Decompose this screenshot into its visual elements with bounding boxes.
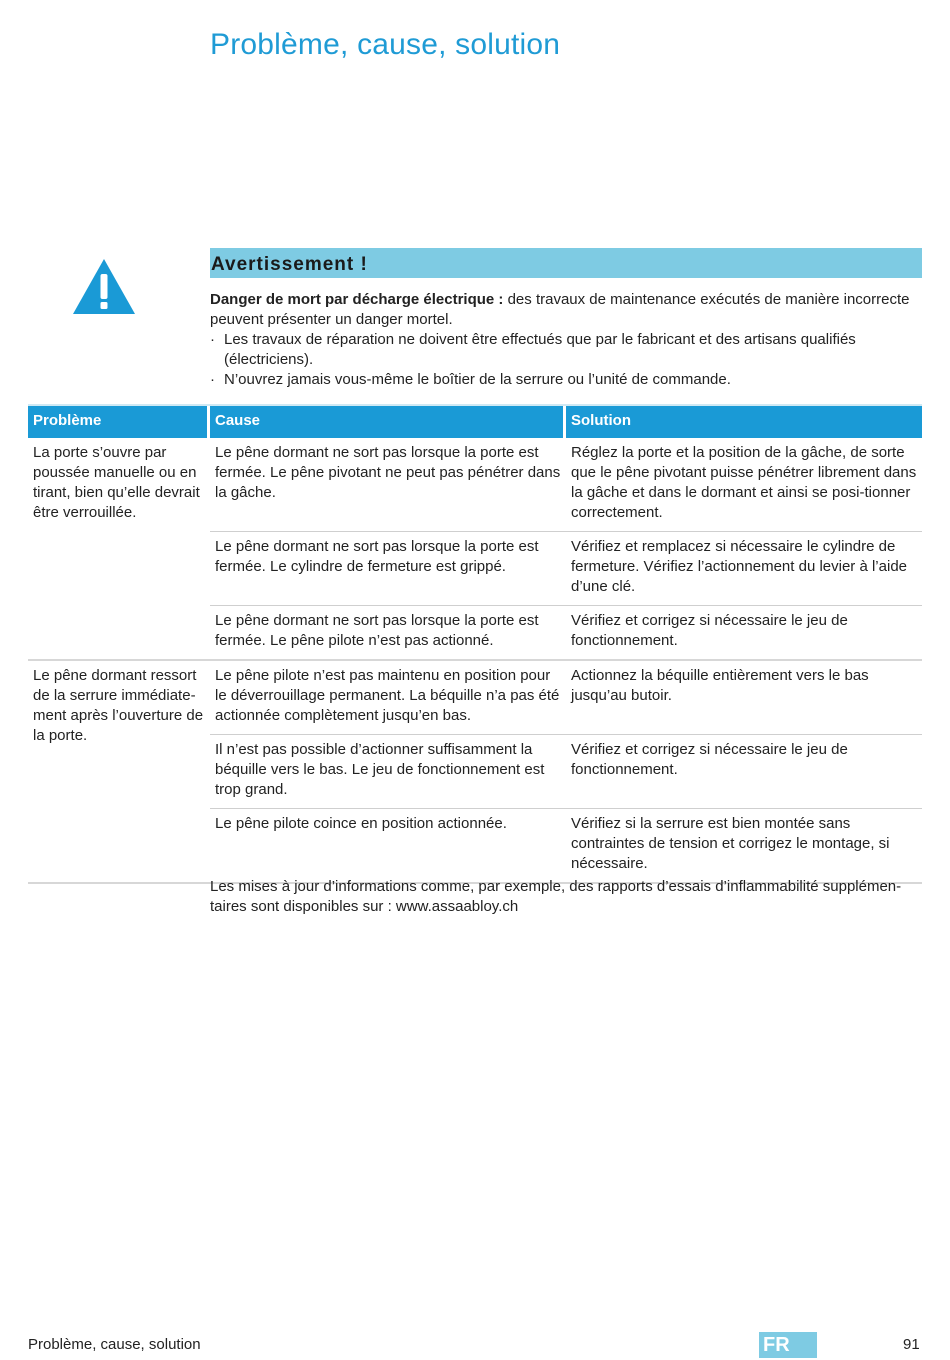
cause-solution-rows xyxy=(210,438,922,659)
warning-text xyxy=(210,290,922,390)
problem-cell: Le pêne dormant ressort de la serrure immédiate-ment après l’ouverture de la porte. xyxy=(33,667,204,744)
solution-cell: Vérifiez si la serrure est bien montée sans contraintes de tension et corrigez le montage, si nécessaire. xyxy=(571,815,890,872)
header-cause: Cause xyxy=(210,406,563,438)
warning-lead xyxy=(210,290,922,330)
table-group xyxy=(28,661,922,884)
header-solution: Solution xyxy=(566,406,922,438)
table-row xyxy=(210,532,922,606)
bullet-dot: · xyxy=(210,371,215,388)
page-number: 91 xyxy=(903,1336,920,1353)
problem-cell: La porte s’ouvre par poussée manuelle ou en tirant, bien qu’elle devrait être verrouillée. xyxy=(33,444,200,521)
table-row xyxy=(210,809,922,882)
footer-section-title: Problème, cause, solution xyxy=(28,1336,201,1353)
language-badge: FR xyxy=(759,1332,817,1358)
cause-cell: Il n’est pas possible d’actionner suffisamment la béquille vers le bas. Le jeu de fonctionnement est trop grand. xyxy=(215,741,545,798)
warning-lead-text: des travaux de maintenance exécutés de manière incorrecte peuvent présenter un danger mortel. xyxy=(210,291,910,328)
header-problem: Problème xyxy=(28,406,207,438)
table-row xyxy=(210,661,922,735)
solution-cell: Actionnez la béquille entièrement vers le bas jusqu’au butoir. xyxy=(571,667,869,704)
info-note: Les mises à jour d’informations comme, par exemple, des rapports d’essais d’inflammabilité supplémen-taires sont disponibles sur : www.assaabloy.ch xyxy=(210,878,902,915)
cause-solution-rows xyxy=(210,661,922,882)
cause-cell: Le pêne pilote n’est pas maintenu en position pour le déverrouillage permanent. La béquille n’a pas été actionnée complètement jusqu’en bas. xyxy=(215,667,560,724)
warning-bullet-text: N’ouvrez jamais vous-même le boîtier de la serrure ou l’unité de commande. xyxy=(224,371,731,388)
warning-lead-bold: Danger de mort par décharge électrique : xyxy=(210,291,504,308)
table-group xyxy=(28,438,922,661)
page-title: Problème, cause, solution xyxy=(210,28,561,61)
table-row xyxy=(210,606,922,659)
warning-heading: Avertissement ! xyxy=(211,254,368,275)
solution-cell: Vérifiez et remplacez si nécessaire le cylindre de fermeture. Vérifiez l’actionnement du levier à l’aide d’une clé. xyxy=(571,538,907,595)
cause-cell: Le pêne pilote coince en position actionnée. xyxy=(215,815,507,832)
warning-triangle-icon xyxy=(72,258,136,316)
solution-cell: Vérifiez et corrigez si nécessaire le jeu de fonctionnement. xyxy=(571,612,848,649)
cause-cell: Le pêne dormant ne sort pas lorsque la porte est fermée. Le pêne pilote n’est pas actionné. xyxy=(215,612,539,649)
solution-cell: Vérifiez et corrigez si nécessaire le jeu de fonctionnement. xyxy=(571,741,848,778)
cause-cell: Le pêne dormant ne sort pas lorsque la porte est fermée. Le pêne pivotant ne peut pas pénétrer dans la gâche. xyxy=(215,444,561,501)
warning-bullet xyxy=(210,330,922,370)
table-row xyxy=(210,735,922,809)
table-header-row xyxy=(28,404,922,438)
warning-bullet-text: Les travaux de réparation ne doivent être effectués que par le fabricant et des artisans qualifiés (électriciens). xyxy=(224,331,856,368)
solution-cell: Réglez la porte et la position de la gâche, de sorte que le pêne pivotant puisse pénétrer librement dans la gâche et dans le dormant et ainsi se posi-tionner correctement. xyxy=(571,444,917,521)
warning-bullet-list xyxy=(210,330,922,390)
troubleshooting-table xyxy=(28,404,922,884)
warning-heading-bar xyxy=(210,248,922,278)
warning-bullet xyxy=(210,370,922,390)
cause-cell: Le pêne dormant ne sort pas lorsque la porte est fermée. Le cylindre de fermeture est grippé. xyxy=(215,538,539,575)
bullet-dot: · xyxy=(210,331,215,348)
table-row xyxy=(210,438,922,532)
